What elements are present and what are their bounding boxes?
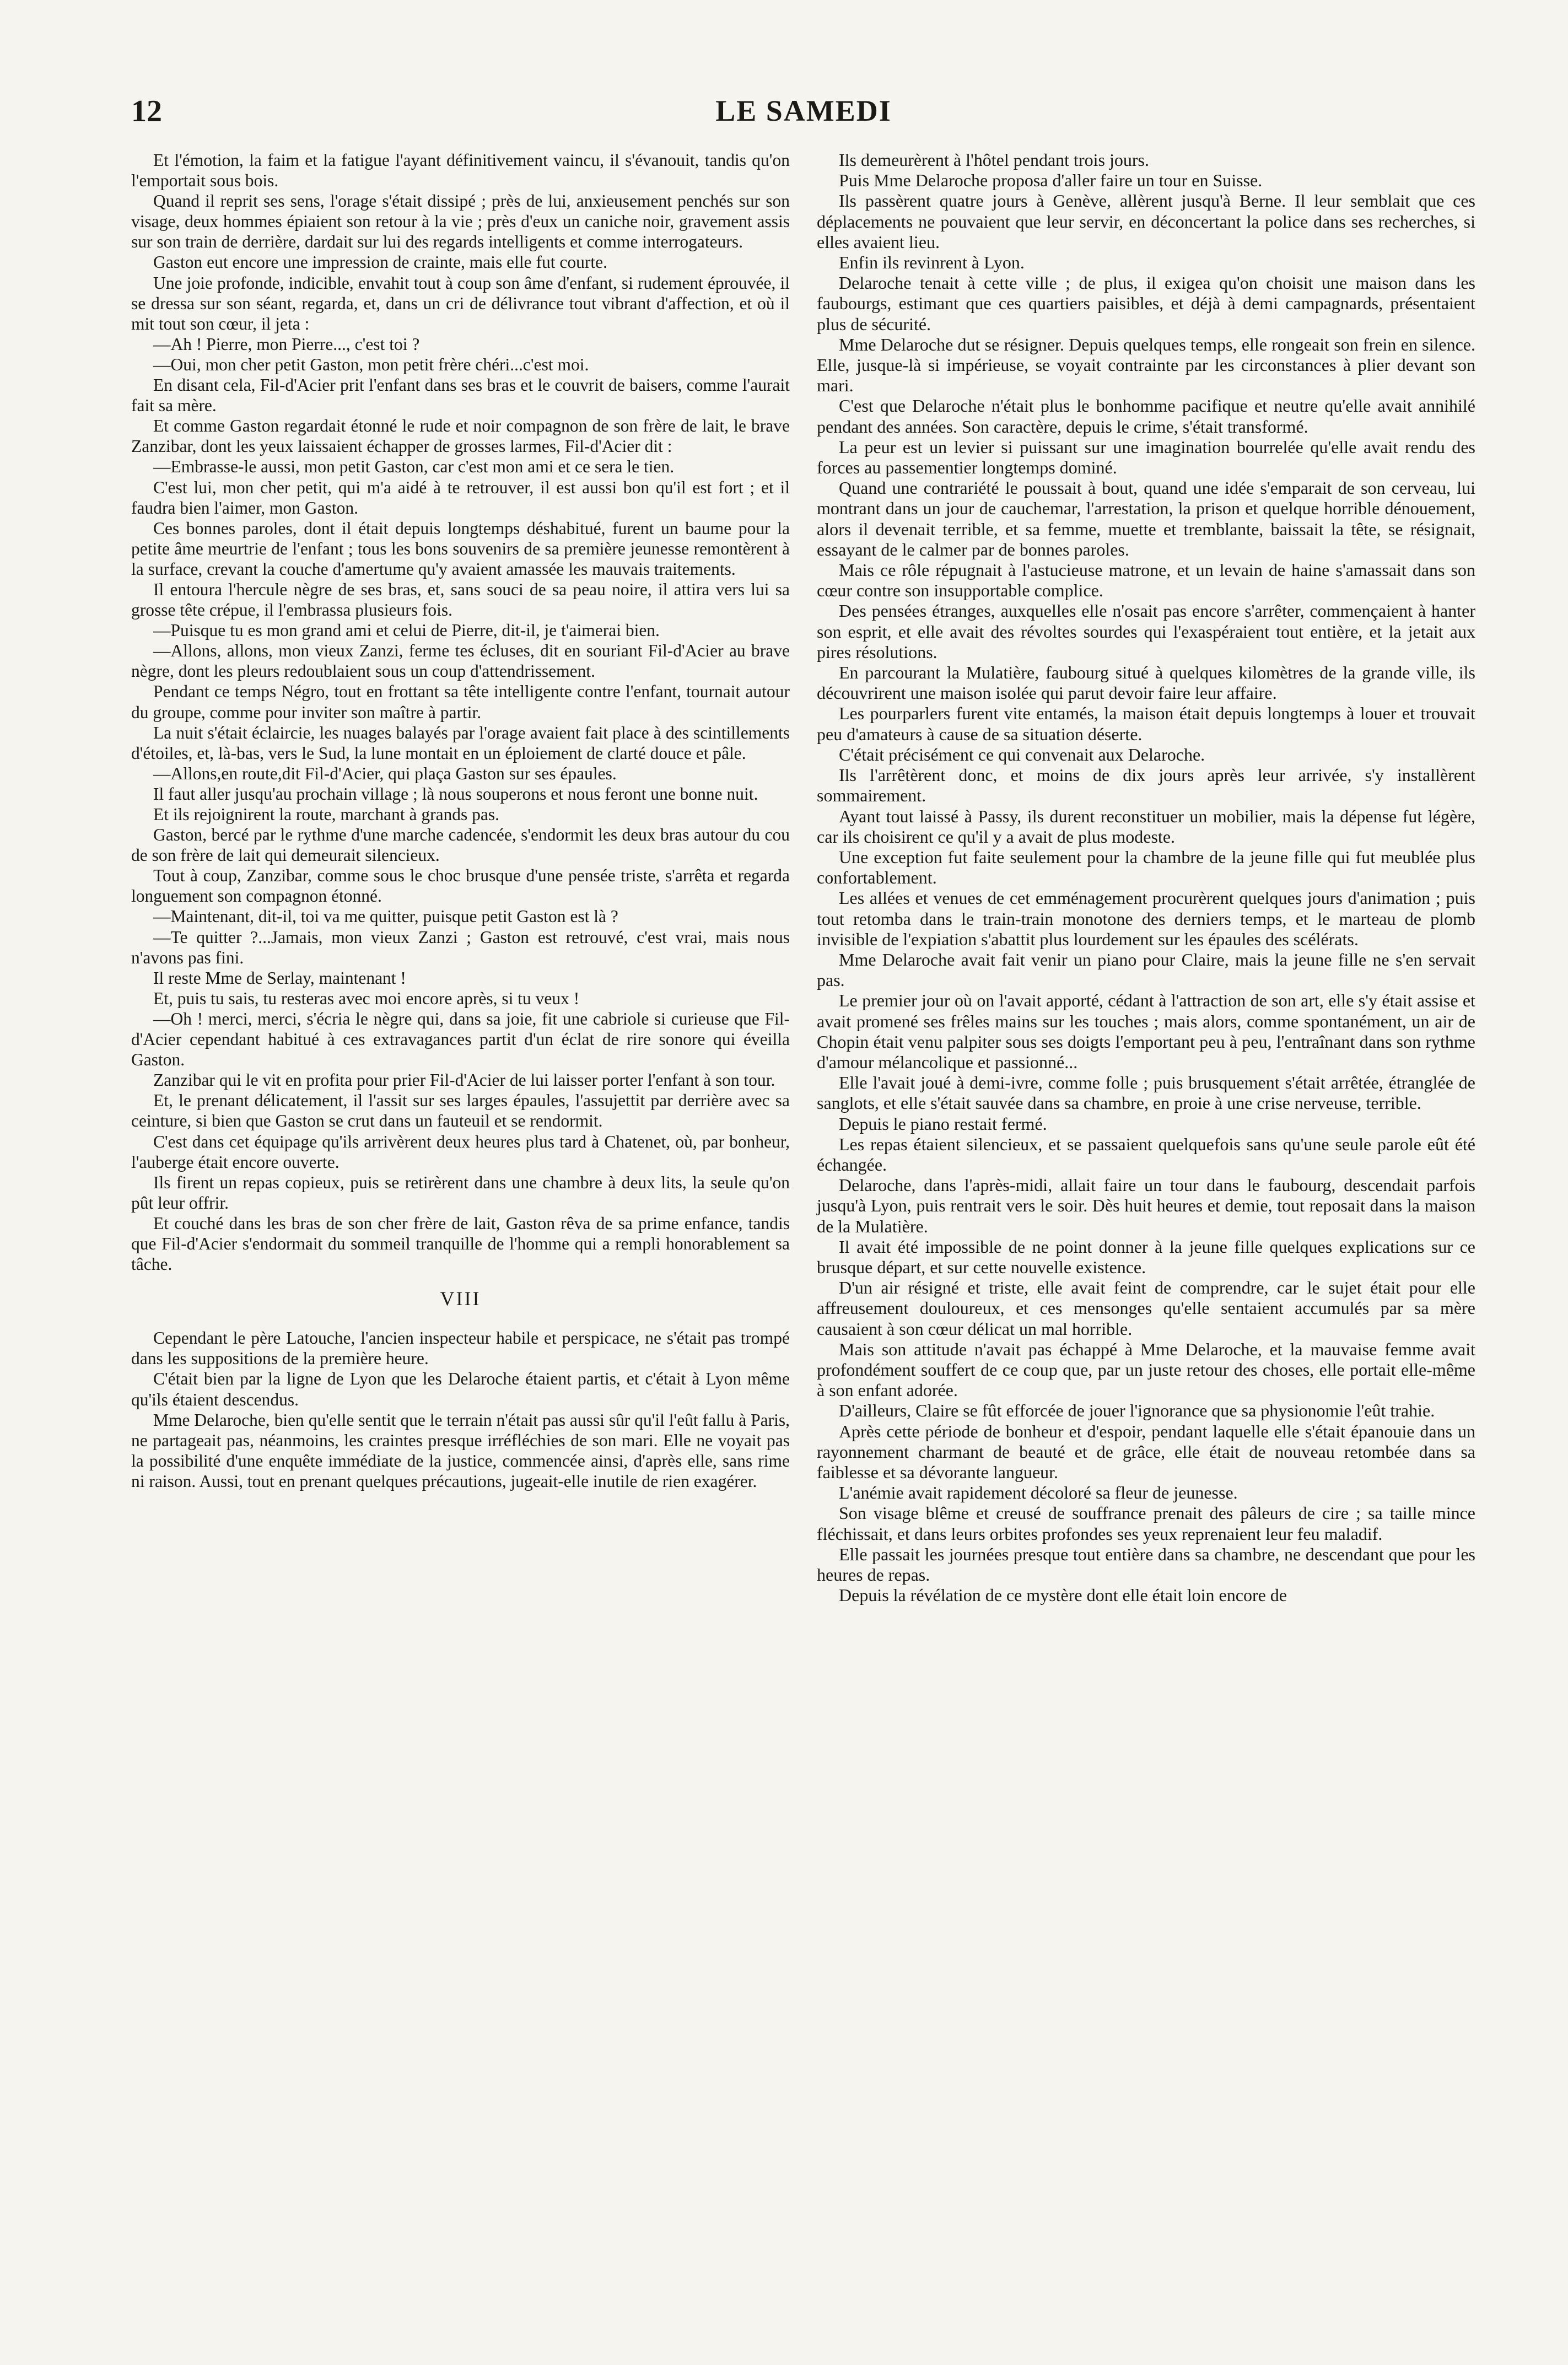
paragraph: Puis Mme Delaroche proposa d'aller faire un tour en Suisse. xyxy=(839,170,1263,191)
running-title: LE SAMEDI xyxy=(715,94,892,127)
paragraph: Mme Delaroche dut se résigner. Depuis quelques temps, elle rongeait son frein en silence. Elle, jusque-là si impérieuse, se voyait contrainte par les circonstances à plier devant son mari. xyxy=(817,334,1475,396)
right-column xyxy=(817,150,1475,1606)
paragraph: Cependant le père Latouche, l'ancien inspecteur habile et perspicace, ne s'était pas trompé dans les suppositions de la première heure. xyxy=(131,1328,790,1369)
paragraph: —Puisque tu es mon grand ami et celui de Pierre, dit-il, je t'aimerai bien. xyxy=(153,621,660,640)
page-header xyxy=(131,94,1476,143)
paragraph: Ils passèrent quatre jours à Genève, allèrent jusqu'à Berne. Il leur semblait que ces déplacements ne pouvaient que leur servir, en déconcertant la police dans ses recherches, si elles avaient lieu. xyxy=(817,191,1475,252)
chapter-heading: VIII xyxy=(440,1287,481,1310)
paragraph: Ils l'arrêtèrent donc, et moins de dix jours après leur arrivée, s'y installèrent sommairement. xyxy=(817,765,1475,806)
paragraph: C'est que Delaroche n'était plus le bonhomme pacifique et neutre qu'elle avait annihilé pendant des années. Son caractère, depuis le crime, s'était transformé. xyxy=(817,396,1475,437)
paragraph: Elle l'avait joué à demi-ivre, comme folle ; puis brusquement s'était arrêtée, étranglée de sanglots, et elle s'était sauvée dans sa chambre, en proie à une crise nerveuse, terrible. xyxy=(817,1073,1475,1113)
paragraph: C'est dans cet équipage qu'ils arrivèrent deux heures plus tard à Chatenet, où, par bonheur, l'auberge était encore ouverte. xyxy=(131,1132,790,1172)
paragraph: Une exception fut faite seulement pour la chambre de la jeune fille qui fut meublée plus confortablement. xyxy=(817,847,1475,888)
paragraph: Zanzibar qui le vit en profita pour prier Fil-d'Acier de lui laisser porter l'enfant à son tour. xyxy=(153,1070,775,1090)
paragraph: Et, puis tu sais, tu resteras avec moi encore après, si tu veux ! xyxy=(153,988,580,1008)
paragraph: Il entoura l'hercule nègre de ses bras, et, sans souci de sa peau noire, il attira vers lui sa grosse tête crépue, il l'embrassa plusieurs fois. xyxy=(131,579,790,620)
paragraph: Et couché dans les bras de son cher frère de lait, Gaston rêva de sa prime enfance, tandis que Fil-d'Acier s'endormait du sommeil tranquille de l'homme qui a rempli honorablement sa tâche. xyxy=(131,1213,790,1274)
paragraph: Mais son attitude n'avait pas échappé à Mme Delaroche, et la mauvaise femme avait profondément souffert de ce coup que, par un juste retour des choses, elle portait elle-même à son enfant adorée. xyxy=(817,1339,1475,1400)
paragraph: Les repas étaient silencieux, et se passaient quelquefois sans qu'une seule parole eût été échangée. xyxy=(817,1134,1475,1175)
paragraph: Et comme Gaston regardait étonné le rude et noir compagnon de son frère de lait, le brave Zanzibar, dont les yeux laissaient échapper de grosses larmes, Fil-d'Acier dit : xyxy=(131,416,790,456)
paragraph: Son visage blême et creusé de souffrance prenait des pâleurs de cire ; sa taille mince fléchissait, et dans leurs orbites profondes ses yeux reprenaient leur feu maladif. xyxy=(817,1503,1475,1544)
paragraph: En parcourant la Mulatière, faubourg situé à quelques kilomètres de la grande ville, ils découvrirent une maison isolée qui parut devoir faire leur affaire. xyxy=(817,662,1475,703)
paragraph: C'était bien par la ligne de Lyon que les Delaroche étaient partis, et c'était à Lyon même qu'ils étaient descendus. xyxy=(131,1369,790,1409)
paragraph: Elle passait les journées presque tout entière dans sa chambre, ne descendant que pour les heures de repas. xyxy=(817,1544,1475,1585)
paragraph: Ils demeurèrent à l'hôtel pendant trois jours. xyxy=(839,150,1149,170)
right-text-block xyxy=(817,150,1475,1606)
paragraph: Les allées et venues de cet emménagement procurèrent quelques jours d'animation ; puis tout retomba dans le train-train monotone des derniers temps, et le marteau de plomb invisible de l'expiation s'abattit plus lourdement sur les épaules des scélérats. xyxy=(817,888,1475,949)
paragraph: Il faut aller jusqu'au prochain village ; là nous souperons et nous feront une bonne nuit. xyxy=(153,784,758,804)
left-column xyxy=(131,150,790,1491)
left-text-block xyxy=(131,150,790,1274)
paragraph: D'ailleurs, Claire se fût efforcée de jouer l'ignorance que sa physionomie l'eût trahie. xyxy=(839,1400,1435,1421)
paragraph: Des pensées étranges, auxquelles elle n'osait pas encore s'arrêter, commençaient à hanter son esprit, et elle avait des révoltes sourdes qui l'exaspéraient tout entière, et la jetait aux pires résolutions. xyxy=(817,601,1475,662)
paragraph: Après cette période de bonheur et d'espoir, pendant laquelle elle s'était épanouie dans un rayonnement charmant de beauté et de grâce, elle était de nouveau retombée dans sa faiblesse et sa dévorante langueur. xyxy=(817,1421,1475,1482)
paragraph: L'anémie avait rapidement décoloré sa fleur de jeunesse. xyxy=(839,1483,1238,1503)
paragraph: Mais ce rôle répugnait à l'astucieuse matrone, et un levain de haine s'amassait dans son cœur contre son insupportable complice. xyxy=(817,560,1475,601)
paragraph: Les pourparlers furent vite entamés, la maison était depuis longtemps à louer et trouvait peu d'amateurs à cause de sa situation déserte. xyxy=(817,703,1475,744)
paragraph: —Embrasse-le aussi, mon petit Gaston, car c'est mon ami et ce sera le tien. xyxy=(153,457,675,477)
paragraph: Quand une contrariété le poussait à bout, quand une idée s'emparait de son cerveau, lui montrant dans un jour de cauchemar, l'arrestation, la prison et quelque horrible dénouement, alors il devenait terrible, et sa femme, muette et tremblante, baissait la tête, se résignait, essayant de le calmer par de bonnes paroles. xyxy=(817,478,1475,559)
paragraph: Mme Delaroche, bien qu'elle sentit que le terrain n'était pas aussi sûr qu'il l'eût fallu à Paris, ne partageait pas, néanmoins, les craintes presque irréfléchies de son mari. Elle ne voyait pas la possibilité d'une enquête immédiate de la justice, commencée ainsi, d'après elle, sans rime ni raison. Aussi, tout en prenant quelques précautions, jugeait-elle inutile de rien exagérer. xyxy=(131,1410,790,1491)
paragraph: Delaroche tenait à cette ville ; de plus, il exigea qu'on choisit une maison dans les faubourgs, estimant que ces quartiers paisibles, et déjà à demi campagnards, présentaient plus de sécurité. xyxy=(817,273,1475,334)
paragraph: Delaroche, dans l'après-midi, allait faire un tour dans le faubourg, descendait parfois jusqu'à Lyon, puis rentrait vers le soir. Dès huit heures et demie, tout reposait dans la maison de la Mulatière. xyxy=(817,1175,1475,1236)
paragraph: La peur est un levier si puissant sur une imagination bourrelée qu'elle avait rendu des forces au passementier longtemps dominé. xyxy=(817,437,1475,478)
paragraph: Quand il reprit ses sens, l'orage s'était dissipé ; près de lui, anxieusement penchés sur son visage, deux hommes épiaient son retour à la vie ; près d'eux un caniche noir, gravement assis sur son train de derrière, dardait sur lui des regards intelligents et comme interrogateurs. xyxy=(131,191,790,252)
paragraph: —Allons,en route,dit Fil-d'Acier, qui plaça Gaston sur ses épaules. xyxy=(153,763,617,783)
paragraph: Gaston eut encore une impression de crainte, mais elle fut courte. xyxy=(153,252,607,272)
paragraph: Il avait été impossible de ne point donner à la jeune fille quelques explications sur ce brusque départ, et sur cette nouvelle existence. xyxy=(817,1236,1475,1277)
left-text-block-continued xyxy=(131,1328,790,1491)
paragraph: —Maintenant, dit-il, toi va me quitter, puisque petit Gaston est là ? xyxy=(153,907,618,926)
paragraph: Et ils rejoignirent la route, marchant à grands pas. xyxy=(153,805,500,824)
paragraph: C'est lui, mon cher petit, qui m'a aidé à te retrouver, il est aussi bon qu'il est fort ; et il faudra bien l'aimer, mon Gaston. xyxy=(131,477,790,518)
paragraph: —Ah ! Pierre, mon Pierre..., c'est toi ? xyxy=(153,334,420,354)
paragraph: —Oh ! merci, merci, s'écria le nègre qui, dans sa joie, fit une cabriole si curieuse que Fil-d'Acier cependant habitué à ces extravagances partit d'un éclat de rire sonore qui éveilla Gaston. xyxy=(131,1009,790,1070)
paragraph: Gaston, bercé par le rythme d'une marche cadencée, s'endormit les deux bras autour du cou de son frère de lait qui demeurait silencieux. xyxy=(131,825,790,865)
paragraph: Pendant ce temps Négro, tout en frottant sa tête intelligente contre l'enfant, tournait autour du groupe, comme pour inviter son maître à partir. xyxy=(131,682,790,722)
paragraph: D'un air résigné et triste, elle avait feint de comprendre, car le sujet était pour elle affreusement douloureux, et ces mensonges qu'elle sentaient accumulés par sa mère causaient à son cœur délicat un mal horrible. xyxy=(817,1278,1475,1339)
paragraph: Enfin ils revinrent à Lyon. xyxy=(839,252,1025,273)
paragraph: Ces bonnes paroles, dont il était depuis longtemps déshabitué, furent un baume pour la petite âme meurtrie de l'enfant ; tous les bons souvenirs de sa première jeunesse remontèrent à la surface, crevant la couche d'amertume qu'y avaient amassée les mauvais traitements. xyxy=(131,518,790,579)
page-number: 12 xyxy=(131,94,162,128)
paragraph: —Oui, mon cher petit Gaston, mon petit frère chéri...c'est moi. xyxy=(153,354,589,374)
paragraph: Depuis le piano restait fermé. xyxy=(839,1113,1047,1134)
paragraph: Il reste Mme de Serlay, maintenant ! xyxy=(153,968,406,988)
paragraph: —Allons, allons, mon vieux Zanzi, ferme tes écluses, dit en souriant Fil-d'Acier au brave nègre, dont les pleurs redoublaient sous un coup d'attendrissement. xyxy=(131,641,790,681)
paragraph: Le premier jour où on l'avait apporté, cédant à l'attraction de son art, elle s'y était assise et avait promené ses frêles mains sur les touches ; mais alors, comme spontanément, un air de Chopin était venu palpiter sous ses doigts l'emportant peu à peu, l'entraînant dans son rythme d'amour mélancolique et passionné... xyxy=(817,990,1475,1072)
paragraph: En disant cela, Fil-d'Acier prit l'enfant dans ses bras et le couvrit de baisers, comme l'aurait fait sa mère. xyxy=(131,375,790,416)
paragraph: Depuis la révélation de ce mystère dont elle était loin encore de xyxy=(839,1585,1287,1606)
paragraph: C'était précisément ce qui convenait aux Delaroche. xyxy=(839,744,1205,764)
paragraph: Ils firent un repas copieux, puis se retirèrent dans une chambre à deux lits, la seule qu'on pût leur offrir. xyxy=(131,1172,790,1213)
paragraph: Ayant tout laissé à Passy, ils durent reconstituer un mobilier, mais la dépense fut légère, car ils choisirent ce qu'il y a avait de plus modeste. xyxy=(817,806,1475,847)
paragraph: Une joie profonde, indicible, envahit tout à coup son âme d'enfant, si rudement éprouvée, il se dressa sur son séant, regarda, et, dans un cri de délivrance tout vibrant d'affection, et où il mit tout son cœur, il jeta : xyxy=(131,273,790,333)
paragraph: Et l'émotion, la faim et la fatigue l'ayant définitivement vaincu, il s'évanouit, tandis qu'on l'emportait sous bois. xyxy=(131,150,790,191)
paragraph: Et, le prenant délicatement, il l'assit sur ses larges épaules, l'assujettit par derrière avec sa ceinture, si bien que Gaston se crut dans un fauteuil et se rendormit. xyxy=(131,1091,790,1131)
paragraph: La nuit s'était éclaircie, les nuages balayés par l'orage avaient fait place à des scintillements d'étoiles, et, là-bas, vers le Sud, la lune montait en un éploiement de clarté douce et pâle. xyxy=(131,723,790,763)
paragraph: —Te quitter ?...Jamais, mon vieux Zanzi ; Gaston est retrouvé, c'est vrai, mais nous n'avons pas fini. xyxy=(131,927,790,967)
paragraph: Mme Delaroche avait fait venir un piano pour Claire, mais la jeune fille ne s'en servait pas. xyxy=(817,949,1475,990)
paragraph: Tout à coup, Zanzibar, comme sous le choc brusque d'une pensée triste, s'arrêta et regarda longuement son compagnon étonné. xyxy=(131,866,790,906)
